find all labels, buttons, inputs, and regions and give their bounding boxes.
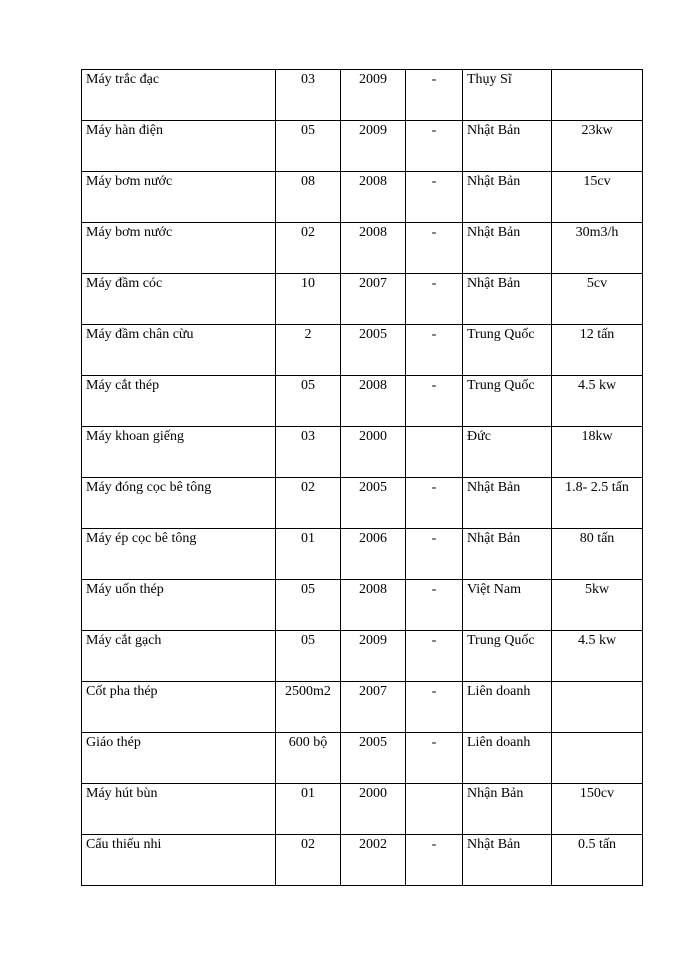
table-row: [82, 682, 643, 733]
origin-cell: Nhật Bản: [463, 529, 552, 580]
table-row: [82, 70, 643, 121]
origin-cell: Việt Nam: [463, 580, 552, 631]
table-row: [82, 121, 643, 172]
year-cell: 2000: [341, 784, 406, 835]
quantity-cell: 2: [276, 325, 341, 376]
dash-cell: -: [406, 478, 463, 529]
quantity-cell: 05: [276, 631, 341, 682]
capacity-cell: 80 tấn: [552, 529, 643, 580]
year-cell: 2007: [341, 682, 406, 733]
equipment-name-cell: Máy đầm chân cừu: [82, 325, 276, 376]
origin-cell: Liên doanh: [463, 733, 552, 784]
quantity-cell: 600 bộ: [276, 733, 341, 784]
capacity-cell: 15cv: [552, 172, 643, 223]
capacity-cell: 5kw: [552, 580, 643, 631]
dash-cell: [406, 784, 463, 835]
table-row: [82, 376, 643, 427]
dash-cell: [406, 427, 463, 478]
year-cell: 2000: [341, 427, 406, 478]
table-row: [82, 631, 643, 682]
equipment-name-cell: Cốt pha thép: [82, 682, 276, 733]
capacity-cell: 4.5 kw: [552, 376, 643, 427]
quantity-cell: 2500m2: [276, 682, 341, 733]
origin-cell: Nhật Bản: [463, 274, 552, 325]
year-cell: 2008: [341, 172, 406, 223]
quantity-cell: 05: [276, 121, 341, 172]
origin-cell: Nhật Bản: [463, 835, 552, 886]
origin-cell: Trung Quốc: [463, 325, 552, 376]
year-cell: 2008: [341, 376, 406, 427]
quantity-cell: 03: [276, 70, 341, 121]
table-row: [82, 478, 643, 529]
equipment-name-cell: Máy đầm cóc: [82, 274, 276, 325]
capacity-cell: 4.5 kw: [552, 631, 643, 682]
year-cell: 2005: [341, 325, 406, 376]
year-cell: 2005: [341, 733, 406, 784]
capacity-cell: 18kw: [552, 427, 643, 478]
capacity-cell: 150cv: [552, 784, 643, 835]
origin-cell: Nhật Bản: [463, 172, 552, 223]
equipment-name-cell: Máy hút bùn: [82, 784, 276, 835]
dash-cell: -: [406, 274, 463, 325]
year-cell: 2002: [341, 835, 406, 886]
equipment-table-body: [82, 70, 643, 886]
capacity-cell: 12 tấn: [552, 325, 643, 376]
equipment-name-cell: Máy bơm nước: [82, 172, 276, 223]
capacity-cell: 1.8- 2.5 tấn: [552, 478, 643, 529]
equipment-name-cell: Máy trắc đạc: [82, 70, 276, 121]
origin-cell: Nhật Bản: [463, 478, 552, 529]
quantity-cell: 02: [276, 478, 341, 529]
quantity-cell: 05: [276, 580, 341, 631]
year-cell: 2007: [341, 274, 406, 325]
dash-cell: -: [406, 70, 463, 121]
origin-cell: Trung Quốc: [463, 376, 552, 427]
equipment-name-cell: Máy bơm nước: [82, 223, 276, 274]
quantity-cell: 02: [276, 835, 341, 886]
origin-cell: Nhật Bản: [463, 121, 552, 172]
quantity-cell: 08: [276, 172, 341, 223]
equipment-name-cell: Máy hàn điện: [82, 121, 276, 172]
equipment-name-cell: Cẩu thiếu nhi: [82, 835, 276, 886]
capacity-cell: 0.5 tấn: [552, 835, 643, 886]
dash-cell: -: [406, 172, 463, 223]
table-row: [82, 325, 643, 376]
table-row: [82, 427, 643, 478]
dash-cell: -: [406, 835, 463, 886]
year-cell: 2009: [341, 121, 406, 172]
dash-cell: -: [406, 325, 463, 376]
equipment-name-cell: Máy uốn thép: [82, 580, 276, 631]
table-row: [82, 580, 643, 631]
quantity-cell: 01: [276, 784, 341, 835]
quantity-cell: 10: [276, 274, 341, 325]
equipment-name-cell: Máy khoan giếng: [82, 427, 276, 478]
table-row: [82, 223, 643, 274]
table-row: [82, 733, 643, 784]
capacity-cell: 30m3/h: [552, 223, 643, 274]
capacity-cell: 5cv: [552, 274, 643, 325]
origin-cell: Nhận Bản: [463, 784, 552, 835]
table-row: [82, 529, 643, 580]
quantity-cell: 02: [276, 223, 341, 274]
dash-cell: -: [406, 376, 463, 427]
capacity-cell: [552, 733, 643, 784]
origin-cell: Thụy Sĩ: [463, 70, 552, 121]
year-cell: 2008: [341, 580, 406, 631]
quantity-cell: 03: [276, 427, 341, 478]
equipment-name-cell: Giáo thép: [82, 733, 276, 784]
dash-cell: -: [406, 121, 463, 172]
quantity-cell: 01: [276, 529, 341, 580]
table-row: [82, 172, 643, 223]
dash-cell: -: [406, 580, 463, 631]
equipment-name-cell: Máy cắt thép: [82, 376, 276, 427]
dash-cell: -: [406, 631, 463, 682]
origin-cell: Trung Quốc: [463, 631, 552, 682]
year-cell: 2009: [341, 70, 406, 121]
origin-cell: Đức: [463, 427, 552, 478]
equipment-name-cell: Máy đóng cọc bê tông: [82, 478, 276, 529]
table-row: [82, 274, 643, 325]
dash-cell: -: [406, 682, 463, 733]
dash-cell: -: [406, 529, 463, 580]
origin-cell: Nhật Bản: [463, 223, 552, 274]
equipment-name-cell: Máy ép cọc bê tông: [82, 529, 276, 580]
equipment-name-cell: Máy cắt gạch: [82, 631, 276, 682]
year-cell: 2009: [341, 631, 406, 682]
dash-cell: -: [406, 733, 463, 784]
capacity-cell: 23kw: [552, 121, 643, 172]
quantity-cell: 05: [276, 376, 341, 427]
capacity-cell: [552, 682, 643, 733]
dash-cell: -: [406, 223, 463, 274]
year-cell: 2006: [341, 529, 406, 580]
table-row: [82, 835, 643, 886]
year-cell: 2008: [341, 223, 406, 274]
year-cell: 2005: [341, 478, 406, 529]
equipment-table: [81, 69, 643, 886]
table-row: [82, 784, 643, 835]
origin-cell: Liên doanh: [463, 682, 552, 733]
capacity-cell: [552, 70, 643, 121]
